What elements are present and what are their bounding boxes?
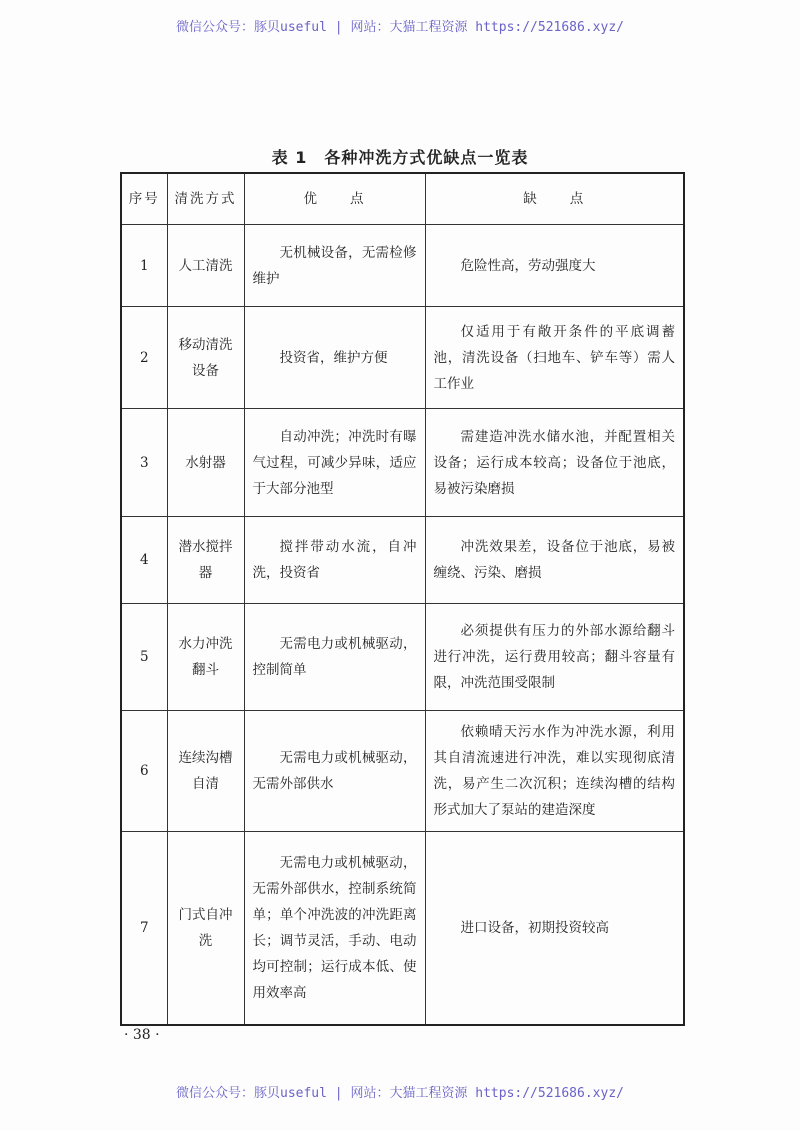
table-row <box>121 307 684 409</box>
row-pros: 自动冲洗；冲洗时有曝气过程，可减少异味，适应于大部分池型 <box>244 409 425 517</box>
row-method: 连续沟槽自清 <box>167 711 244 832</box>
header-no: 序号 <box>121 173 167 225</box>
row-no: 1 <box>121 225 167 307</box>
row-no: 4 <box>121 517 167 604</box>
watermark-top: 微信公众号：豚贝useful | 网站：大猫工程资源 https://521686.xyz/ <box>176 20 624 35</box>
row-pros: 无需电力或机械驱动，无需外部供水 <box>244 711 425 832</box>
comparison-table <box>120 172 685 1026</box>
row-method: 人工清洗 <box>167 225 244 307</box>
table-title: 表 1 各种冲洗方式优缺点一览表 <box>271 148 529 167</box>
row-cons: 进口设备，初期投资较高 <box>425 832 684 1025</box>
row-cons: 危险性高，劳动强度大 <box>425 225 684 307</box>
watermark-bottom: 微信公众号：豚贝useful | 网站：大猫工程资源 https://521686.xyz/ <box>176 1086 624 1101</box>
table-header-row <box>121 173 684 225</box>
row-pros: 无机械设备，无需检修维护 <box>244 225 425 307</box>
row-method: 潜水搅拌器 <box>167 517 244 604</box>
row-method: 水力冲洗翻斗 <box>167 604 244 711</box>
row-method: 水射器 <box>167 409 244 517</box>
row-no: 7 <box>121 832 167 1025</box>
table-row <box>121 604 684 711</box>
table-row <box>121 409 684 517</box>
row-no: 6 <box>121 711 167 832</box>
row-pros: 无需电力或机械驱动，控制简单 <box>244 604 425 711</box>
row-cons: 冲洗效果差，设备位于池底，易被缠绕、污染、磨损 <box>425 517 684 604</box>
row-no: 5 <box>121 604 167 711</box>
row-pros: 搅拌带动水流，自冲洗，投资省 <box>244 517 425 604</box>
table-row <box>121 832 684 1025</box>
row-method: 移动清洗设备 <box>167 307 244 409</box>
row-pros: 投资省，维护方便 <box>244 307 425 409</box>
row-cons: 需建造冲洗水储水池，并配置相关设备；运行成本较高；设备位于池底，易被污染磨损 <box>425 409 684 517</box>
row-cons: 依赖晴天污水作为冲洗水源，利用其自清流速进行冲洗，难以实现彻底清洗，易产生二次沉积；连续沟槽的结构形式加大了泵站的建造深度 <box>425 711 684 832</box>
page-number: · 38 · <box>124 1027 160 1043</box>
row-cons: 仅适用于有敞开条件的平底调蓄池，清洗设备（扫地车、铲车等）需人工作业 <box>425 307 684 409</box>
table-row <box>121 711 684 832</box>
header-pros: 优 点 <box>244 173 425 225</box>
row-no: 3 <box>121 409 167 517</box>
row-method: 门式自冲洗 <box>167 832 244 1025</box>
row-cons: 必须提供有压力的外部水源给翻斗进行冲洗，运行费用较高；翻斗容量有限，冲洗范围受限制 <box>425 604 684 711</box>
header-cons: 缺 点 <box>425 173 684 225</box>
row-pros: 无需电力或机械驱动，无需外部供水，控制系统简单；单个冲洗波的冲洗距离长；调节灵活，手动、电动均可控制；运行成本低、使用效率高 <box>244 832 425 1025</box>
table-row <box>121 517 684 604</box>
header-method: 清洗方式 <box>167 173 244 225</box>
row-no: 2 <box>121 307 167 409</box>
table-row <box>121 225 684 307</box>
